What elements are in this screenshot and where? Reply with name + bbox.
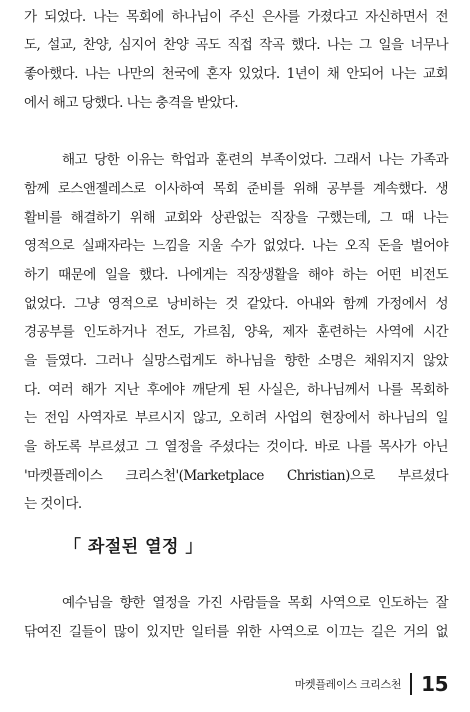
text-line: 다. 여러 해가 지난 후에야 깨닫게 된 사실은, 하나님께서 나를 목회하 [24, 382, 448, 398]
text-line: 경공부를 인도하거나 전도, 가르침, 양육, 제자 훈련하는 사역에 시간 [24, 324, 448, 340]
text-line: 닦여진 길들이 많이 있지만 일터를 위한 사역으로 이끄는 길은 거의 없 [24, 624, 448, 640]
text-line: 하기 때문에 일을 했다. 나에게는 직장생활을 해야 하는 어떤 비전도 [24, 267, 448, 283]
section-heading: 「 좌절된 열정 」 [64, 537, 203, 557]
text-line: 함께 로스앤젤레스로 이사하여 목회 준비를 위해 공부를 계속했다. 생 [24, 181, 448, 197]
text-line: 좋아했다. 나는 나만의 천국에 혼자 있었다. 1년이 채 안되어 나는 교회 [24, 66, 448, 82]
text-line: 가 되었다. 나는 목회에 하나님이 주신 은사를 가졌다고 자신하면서 전 [24, 9, 448, 25]
text-line: 예수님을 향한 열정을 가진 사람들을 목회 사역으로 인도하는 잘 [62, 595, 448, 611]
text-line: 도, 설교, 찬양, 심지어 찬양 곡도 직접 작곡 했다. 나는 그 일을 너무나 [24, 37, 448, 53]
text-line: 을 하도록 부르셨고 그 열정을 주셨다는 것이다. 바로 나를 목사가 아닌 [24, 439, 448, 455]
text-line: 영적으로 실패자라는 느낌을 지울 수가 없었다. 나는 오직 돈을 벌어야 [24, 238, 448, 254]
footer-divider [410, 673, 412, 695]
text-line: 해고 당한 이유는 학업과 훈련의 부족이었다. 그래서 나는 가족과 [62, 152, 448, 168]
page-number: 15 [421, 672, 448, 696]
page-footer [295, 671, 448, 697]
text-line: 활비를 해결하기 위해 교회와 상관없는 직장을 구했는데, 그 때 나는 [24, 210, 448, 226]
text-line: 는 것이다. [24, 496, 82, 512]
text-line: 에서 해고 당했다. 나는 충격을 받았다. [24, 95, 239, 111]
text-line: '마켓플레이스 크리스천'(Marketplace Christian)으로 부르셨다 [24, 468, 448, 484]
text-line: 없었다. 그냥 영적으로 낭비하는 것 같았다. 아내와 함께 가정에서 성 [24, 296, 448, 312]
text-line: 는 전임 사역자로 부르시지 않고, 오히려 사업의 현장에서 하나님의 일 [24, 410, 448, 426]
text-line: 을 들였다. 그러나 실망스럽게도 하나님을 향한 소명은 채워지지 않았 [24, 353, 448, 369]
running-title: 마켓플레이스 크리스천 [294, 678, 402, 691]
